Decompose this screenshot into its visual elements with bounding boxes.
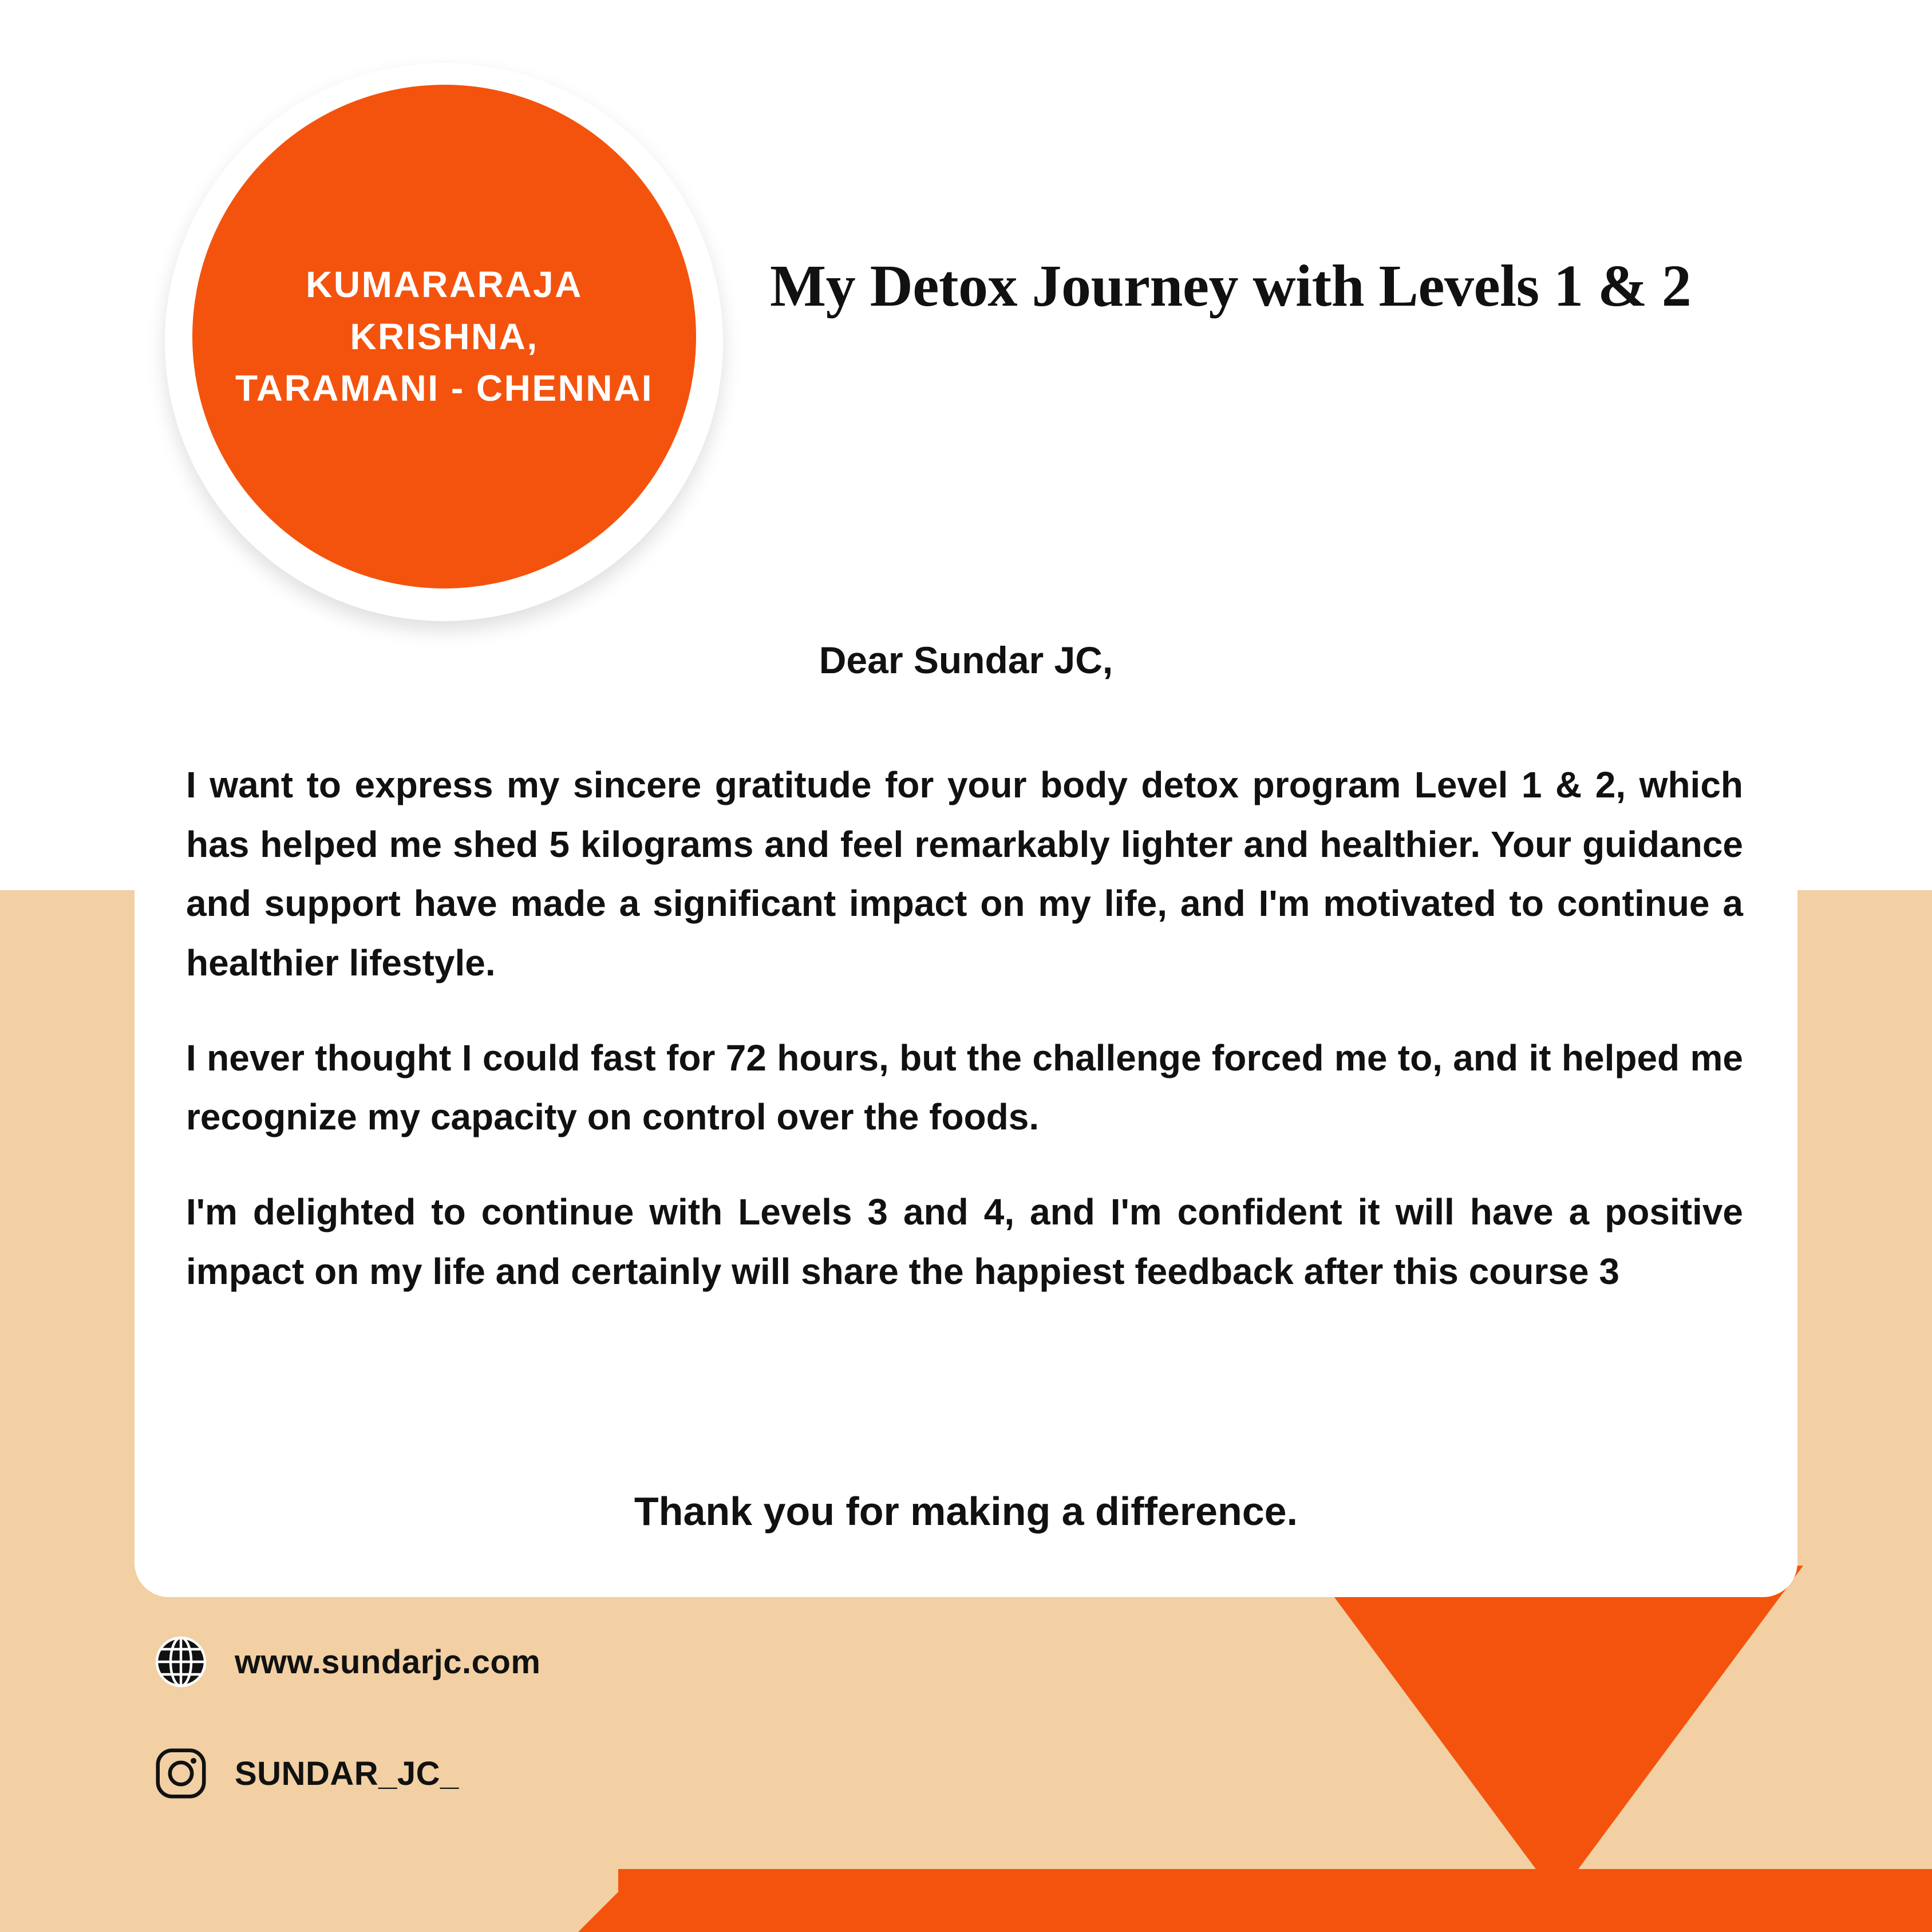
letter-paragraph: I'm delighted to continue with Levels 3 and 4, and I'm confident it will have a positive impact on my life and certainly will share the happiest feedback after this course 3 (186, 1191, 1743, 1292)
letter-closing: Thank you for making a difference. (634, 1489, 1298, 1534)
badge-name-line-2: TARAMANI - CHENNAI (235, 368, 653, 409)
badge-circle (192, 85, 696, 588)
letter-body (186, 756, 1743, 1301)
instagram-contact[interactable] (153, 1746, 459, 1801)
author-badge (165, 63, 723, 621)
orange-footer-bar (618, 1869, 1932, 1932)
instagram-label: SUNDAR_JC_ (235, 1755, 459, 1792)
website-label: www.sundarjc.com (235, 1643, 541, 1681)
letter-paragraph: I want to express my sincere gratitude for your body detox program Level 1 & 2, which has helped me shed 5 kilograms and feel remarkably lighter and healthier. Your guidance and support have made a significant impact on my life, and I'm motivated to continue a healthier lifestyle. (186, 764, 1743, 984)
badge-text (192, 259, 696, 415)
instagram-icon (153, 1746, 208, 1801)
globe-icon (153, 1634, 208, 1689)
letter-salutation: Dear Sundar JC, (819, 639, 1113, 681)
page-title: My Detox Journey with Levels 1 & 2 (770, 253, 1692, 319)
website-contact[interactable] (153, 1634, 540, 1689)
badge-name-line-1: KUMARARAJA KRISHNA, (306, 263, 583, 357)
letter-paragraph: I never thought I could fast for 72 hours, but the challenge forced me to, and it helped me recognize my capacity on control over the foods. (186, 1037, 1743, 1138)
